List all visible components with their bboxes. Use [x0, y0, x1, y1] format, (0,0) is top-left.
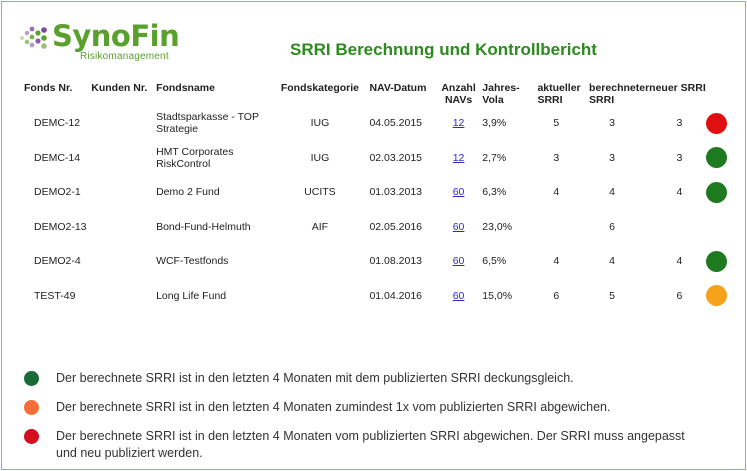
berechneter-srri-cell: [589, 106, 649, 141]
table-row: [24, 175, 745, 210]
neuer-srri-value: 3: [676, 151, 683, 164]
fondsname-cell: [156, 244, 270, 279]
col-berechneter-srri: berechneter SRRI: [589, 82, 650, 106]
fonds-nr-cell: [24, 210, 91, 245]
fondsname-cell: [156, 279, 270, 314]
jahres-vola-value: 2,7%: [482, 151, 507, 164]
fondskategorie-cell: [270, 244, 369, 279]
kunden-nr-cell: [91, 210, 156, 245]
legend-text: Der berechnete SRRI ist in den letzten 4 Monaten zumindest 1x vom publizierten SRRI abgewichen.: [56, 400, 611, 414]
report-frame: [1, 1, 746, 470]
fondsname-cell: [156, 175, 270, 210]
col-nav-datum: NAV-Datum: [369, 82, 427, 94]
status-cell: [706, 279, 745, 314]
table-header-row: [24, 80, 745, 106]
anzahl-navs-cell: [435, 141, 482, 176]
aktueller-srri-value: 4: [553, 186, 560, 199]
jahres-vola-cell: [482, 244, 537, 279]
berechneter-srri-value: 3: [609, 117, 616, 130]
aktueller-srri-cell: [537, 141, 589, 176]
fonds-nr-cell: [24, 175, 91, 210]
jahres-vola-value: 6,5%: [482, 255, 507, 268]
fonds-nr-value: DEMC-12: [34, 117, 81, 130]
anzahl-navs-link[interactable]: 60: [452, 220, 465, 233]
fondskategorie-value: UCITS: [304, 186, 336, 199]
status-red-icon: [706, 113, 727, 134]
fonds-nr-cell: [24, 244, 91, 279]
nav-datum-cell: [369, 175, 434, 210]
nav-datum-cell: [369, 279, 434, 314]
table-row: [24, 141, 745, 176]
col-aktueller-srri: aktueller SRRI: [537, 82, 581, 106]
fonds-nr-value: DEMO2-1: [34, 186, 81, 199]
fondsname-cell: [156, 141, 270, 176]
neuer-srri-cell: [649, 210, 706, 245]
status-cell: [706, 244, 745, 279]
jahres-vola-value: 23,0%: [482, 220, 513, 233]
nav-datum-cell: [369, 106, 434, 141]
anzahl-navs-cell: [435, 279, 482, 314]
brand-tagline: Risikomanagement: [80, 51, 169, 62]
berechneter-srri-cell: [589, 279, 649, 314]
table-row: [24, 244, 745, 279]
nav-datum-value: 02.03.2015: [369, 151, 423, 164]
aktueller-srri-value: 4: [553, 255, 560, 268]
fondskategorie-cell: [270, 175, 369, 210]
jahres-vola-cell: [482, 141, 537, 176]
status-cell: [706, 141, 745, 176]
neuer-srri-value: 6: [676, 289, 683, 302]
neuer-srri-cell: [649, 106, 706, 141]
aktueller-srri-cell: [537, 279, 589, 314]
col-status: [706, 80, 745, 106]
fondskategorie-cell: [270, 106, 369, 141]
berechneter-srri-cell: [589, 141, 649, 176]
col-neuer-srri: neuer SRRI: [649, 82, 706, 94]
anzahl-navs-cell: [435, 175, 482, 210]
fonds-nr-value: TEST-49: [34, 289, 76, 302]
col-fondskategorie: Fondskategorie: [280, 82, 360, 94]
aktueller-srri-cell: [537, 210, 589, 245]
fondsname-value: Long Life Fund: [156, 289, 227, 302]
berechneter-srri-cell: [589, 244, 649, 279]
anzahl-navs-cell: [435, 244, 482, 279]
table-row: [24, 210, 745, 245]
berechneter-srri-value: 5: [609, 289, 616, 302]
col-anzahl-navs: Anzahl NAVs: [441, 82, 476, 106]
fondsname-value: HMT Corporates RiskControl: [156, 145, 234, 170]
nav-datum-value: 01.08.2013: [369, 255, 423, 268]
anzahl-navs-link[interactable]: 60: [452, 289, 465, 302]
fondsname-value: Demo 2 Fund: [156, 186, 220, 199]
fondsname-value: Bond-Fund-Helmuth: [156, 220, 251, 233]
kunden-nr-cell: [91, 244, 156, 279]
col-jahres-vola: Jahres-Vola: [482, 82, 520, 106]
aktueller-srri-cell: [537, 244, 589, 279]
srri-table: [24, 80, 745, 313]
legend-text: Der berechnete SRRI ist in den letzten 4 Monaten vom publizierten SRRI abgewichen. Der SRRI muss angepasst und neu publiziert werden.: [56, 429, 685, 460]
jahres-vola-cell: [482, 106, 537, 141]
logo-mark-icon: [16, 24, 52, 52]
fonds-nr-cell: [24, 106, 91, 141]
neuer-srri-cell: [649, 279, 706, 314]
neuer-srri-value: 4: [676, 186, 683, 199]
fondsname-value: Stadtsparkasse - TOP Strategie: [156, 111, 259, 136]
fondskategorie-cell: [270, 210, 369, 245]
aktueller-srri-value: 5: [553, 117, 560, 130]
neuer-srri-value: 4: [676, 255, 683, 268]
table-row: [24, 279, 745, 314]
jahres-vola-cell: [482, 210, 537, 245]
fonds-nr-cell: [24, 279, 91, 314]
anzahl-navs-link[interactable]: 60: [452, 186, 465, 199]
neuer-srri-cell: [649, 141, 706, 176]
fonds-nr-value: DEMO2-13: [34, 220, 87, 233]
kunden-nr-cell: [91, 279, 156, 314]
berechneter-srri-value: 4: [609, 186, 616, 199]
kunden-nr-cell: [91, 175, 156, 210]
status-cell: [706, 106, 745, 141]
berechneter-srri-cell: [589, 210, 649, 245]
nav-datum-value: 01.03.2013: [369, 186, 423, 199]
fondskategorie-value: AIF: [311, 220, 329, 233]
col-fonds-nr: Fonds Nr.: [24, 82, 73, 94]
jahres-vola-cell: [482, 279, 537, 314]
nav-datum-cell: [369, 141, 434, 176]
anzahl-navs-cell: [435, 106, 482, 141]
fondsname-value: WCF-Testfonds: [156, 255, 229, 268]
status-cell: [706, 175, 745, 210]
status-green-icon: [706, 251, 727, 272]
fondskategorie-cell: [270, 279, 369, 314]
jahres-vola-value: 6,3%: [482, 186, 507, 199]
aktueller-srri-cell: [537, 106, 589, 141]
synofin-logo: [16, 19, 180, 62]
kunden-nr-cell: [91, 141, 156, 176]
status-green-icon: [706, 182, 727, 203]
fondsname-cell: [156, 210, 270, 245]
fondsname-cell: [156, 106, 270, 141]
anzahl-navs-cell: [435, 210, 482, 245]
page-title: SRRI Berechnung und Kontrollbericht: [290, 40, 597, 59]
nav-datum-cell: [369, 244, 434, 279]
aktueller-srri-value: 6: [553, 289, 560, 302]
anzahl-navs-link[interactable]: 12: [452, 151, 465, 164]
berechneter-srri-value: 6: [609, 220, 616, 233]
neuer-srri-cell: [649, 175, 706, 210]
legend-dot-icon: [24, 400, 39, 415]
fonds-nr-value: DEMC-14: [34, 151, 81, 164]
legend-text: Der berechnete SRRI ist in den letzten 4 Monaten mit dem publizierten SRRI deckungsgleich.: [56, 371, 574, 385]
aktueller-srri-cell: [537, 175, 589, 210]
berechneter-srri-value: 4: [609, 255, 616, 268]
fonds-nr-value: DEMO2-4: [34, 255, 81, 268]
legend-dot-icon: [24, 371, 39, 386]
legend-dot-icon: [24, 429, 39, 444]
kunden-nr-cell: [91, 106, 156, 141]
jahres-vola-cell: [482, 175, 537, 210]
fondskategorie-value: IUG: [310, 117, 330, 130]
jahres-vola-value: 15,0%: [482, 289, 513, 302]
col-kunden-nr: Kunden Nr.: [91, 82, 148, 94]
brand-name: SynoFin: [52, 19, 180, 53]
anzahl-navs-link[interactable]: 12: [452, 117, 465, 130]
nav-datum-value: 01.04.2016: [369, 289, 423, 302]
status-green-icon: [706, 147, 727, 168]
neuer-srri-cell: [649, 244, 706, 279]
status-cell: [706, 210, 745, 245]
anzahl-navs-link[interactable]: 60: [452, 255, 465, 268]
berechneter-srri-cell: [589, 175, 649, 210]
nav-datum-value: 02.05.2016: [369, 220, 423, 233]
table-row: [24, 106, 745, 141]
jahres-vola-value: 3,9%: [482, 117, 507, 130]
aktueller-srri-value: 3: [553, 151, 560, 164]
nav-datum-value: 04.05.2015: [369, 117, 423, 130]
fondskategorie-cell: [270, 141, 369, 176]
neuer-srri-value: 3: [676, 117, 683, 130]
berechneter-srri-value: 3: [609, 151, 616, 164]
status-orange-icon: [706, 285, 727, 306]
nav-datum-cell: [369, 210, 434, 245]
fondskategorie-value: IUG: [310, 151, 330, 164]
fonds-nr-cell: [24, 141, 91, 176]
col-fondsname: Fondsname: [156, 82, 215, 94]
